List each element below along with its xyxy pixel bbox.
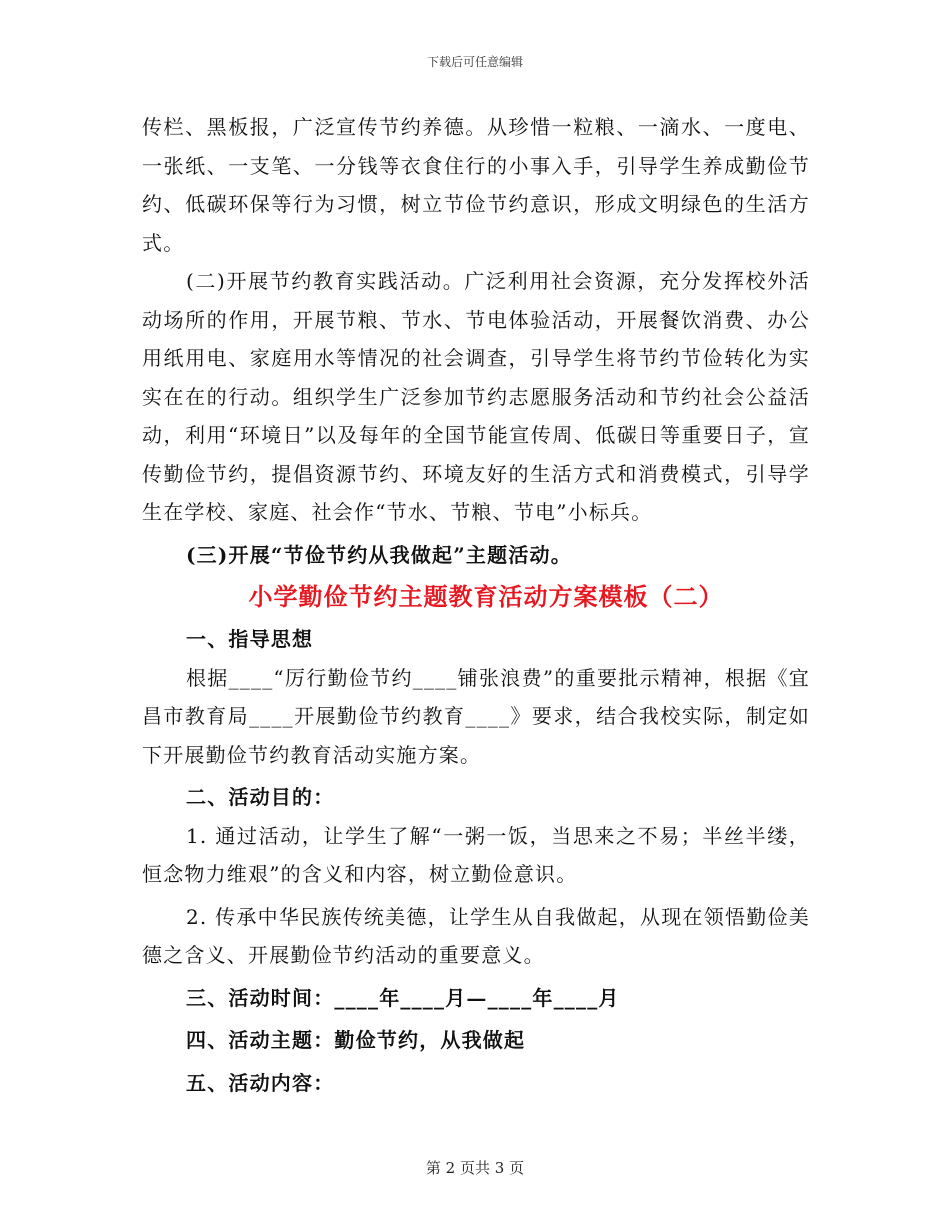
heading-activity-content: 五、活动内容： xyxy=(186,1070,335,1095)
heading-activity-time: 三、活动时间：____年____月—____年____月 xyxy=(186,985,620,1010)
page-footer: 第 2 页共 3 页 xyxy=(425,1159,525,1177)
paragraph-purpose-1: 1. 通过活动，让学生了解“一粥一饭，当思来之不易；半丝半缕，恒念物力维艰”的含义和内容，树立勤俭意识。 xyxy=(142,823,810,886)
document-body xyxy=(142,108,810,1102)
heading-activity-purpose: 二、活动目的： xyxy=(186,785,335,809)
heading-activity-theme: 四、活动主题：勤俭节约，从我做起 xyxy=(186,1028,526,1052)
paragraph-practice-activities: (二)开展节约教育实践活动。广泛利用社会资源，充分发挥校外活动场所的作用，开展节粮、节水、节电体验活动，开展餐饮消费、办公用纸用电、家庭用水等情况的社会调查，引导学生将节约节俭转化为实实在在的行动。组织学生广泛参加节约志愿服务活动和节约社会公益活动，利用“环境日”以及每年的全国节能宣传周、低碳日等重要日子，宣传勤俭节约，提倡资源节约、环境友好的生活方式和消费模式，引导学生在学校、家庭、社会作“节水、节粮、节电”小标兵。 xyxy=(142,269,810,524)
section-title: 小学勤俭节约主题教育活动方案模板（二） xyxy=(248,582,724,611)
page-header: 下载后可任意编辑 xyxy=(426,55,523,69)
paragraph-purpose-2: 2. 传承中华民族传统美德，让学生从自我做起，从现在领悟勤俭美德之含义、开展勤俭节约活动的重要意义。 xyxy=(142,904,810,967)
paragraph-guiding-ideology: 根据____“厉行勤俭节约____铺张浪费”的重要批示精神，根据《宜昌市教育局____开展勤俭节约教育____》要求，结合我校实际，制定如下开展勤俭节约教育活动实施方案。 xyxy=(142,665,810,767)
heading-guiding-ideology: 一、指导思想 xyxy=(186,627,314,651)
paragraph-publicity: 传栏、黑板报，广泛宣传节约养德。从珍惜一粒粮、一滴水、一度电、一张纸、一支笔、一分钱等衣食住行的小事入手，引导学生养成勤俭节约、低碳环保等行为习惯，树立节俭节约意识，形成文明绿色的生活方式。 xyxy=(142,115,810,255)
paragraph-theme-activity-heading: (三)开展“节俭节约从我做起”主题活动。 xyxy=(186,542,572,567)
